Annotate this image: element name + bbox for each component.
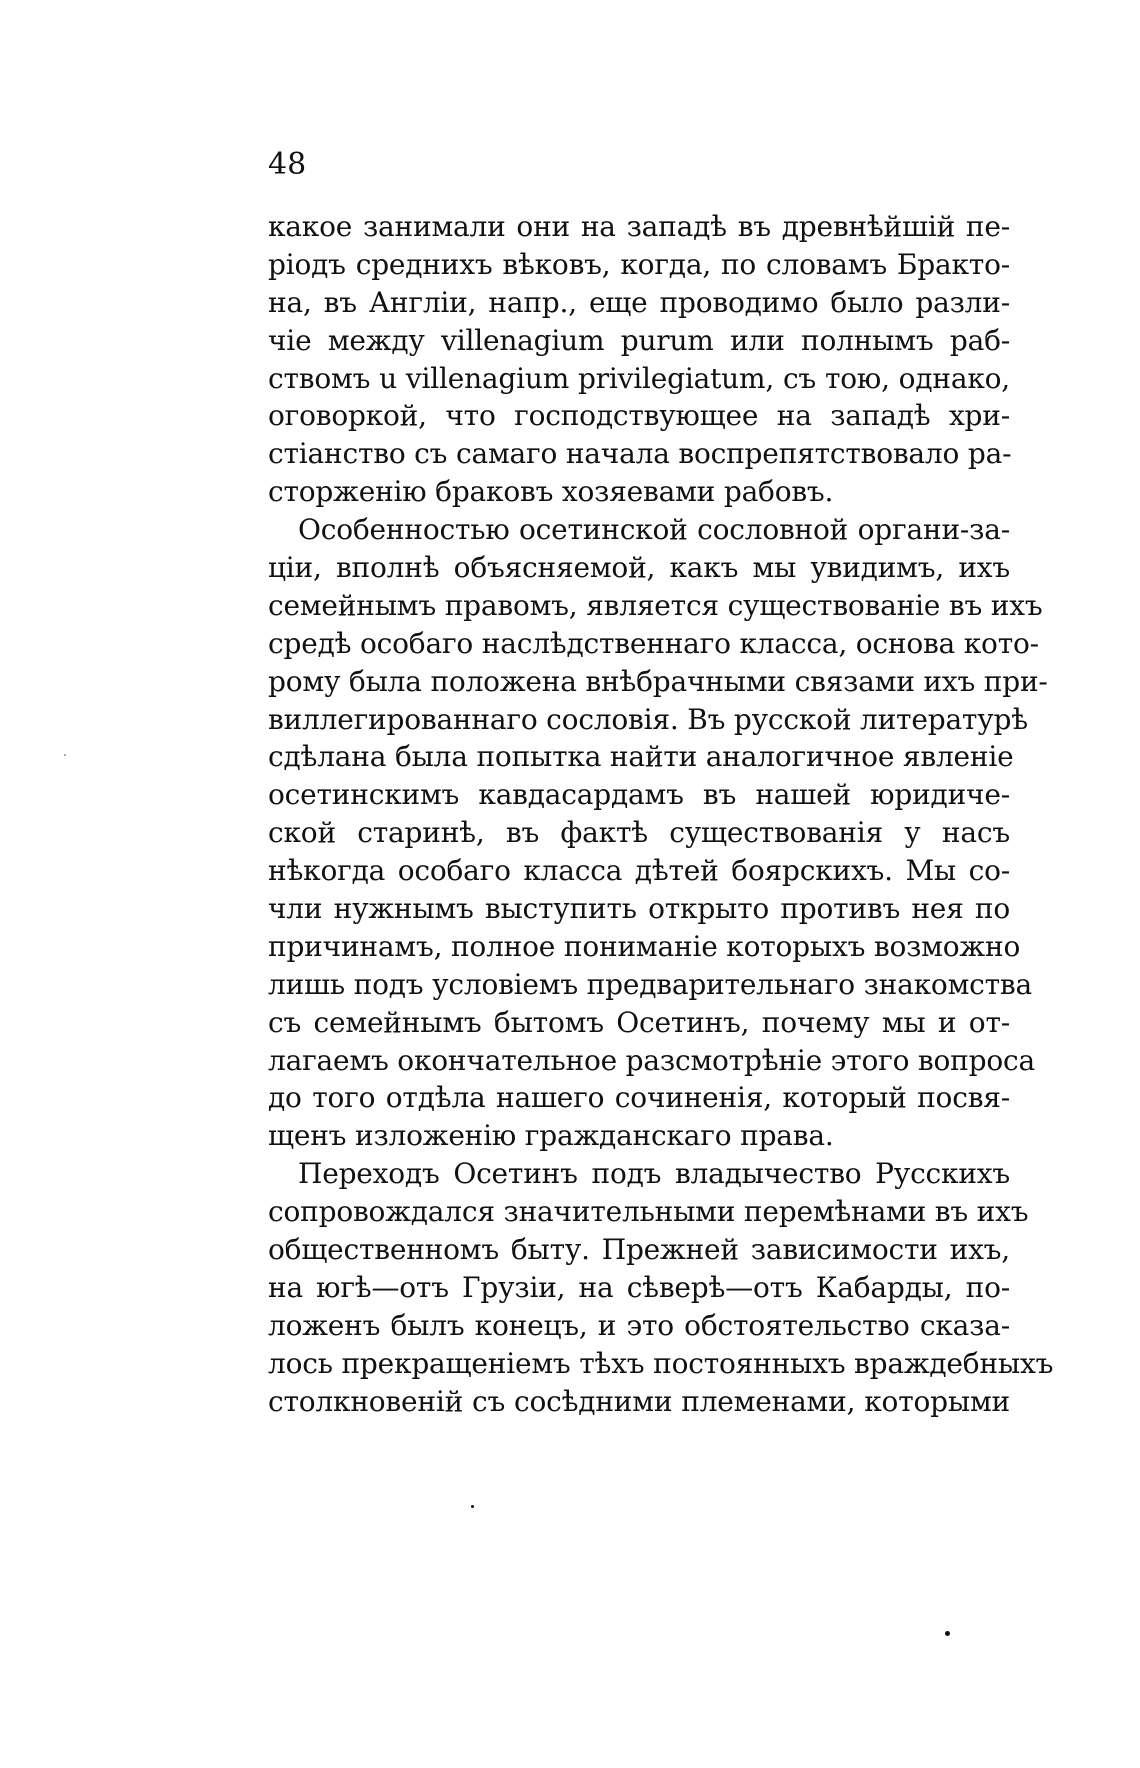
text-line: стіанство съ самаго начала воспрепятствовало ра-: [268, 437, 1012, 471]
text-line: какое занимали они на западѣ въ древнѣйшій пе-: [268, 210, 1010, 243]
text-line: ціи, вполнѣ объясняемой, какъ мы увидимъ, ихъ: [268, 551, 1010, 585]
paragraph-1: [268, 208, 1010, 511]
text-line: лось прекращеніемъ тѣхъ постоянныхъ враждебныхъ: [268, 1346, 1054, 1380]
text-line: щенъ изложенію гражданскаго права.: [268, 1119, 834, 1153]
text-line: средѣ особаго наслѣдственнаго класса, основа кото-: [268, 626, 1039, 660]
text-line: съ семейнымъ бытомъ Осетинъ, почему мы и от-: [268, 1005, 1010, 1039]
text-line: сторженію браковъ хозяевами рабовъ.: [268, 475, 834, 509]
text-line: лишь подъ условіемъ предварительнаго знакомства: [268, 967, 1032, 1001]
text-line: ложенъ былъ конецъ, и это обстоятельство сказа-: [268, 1308, 1010, 1342]
text-line: сдѣлана была попытка найти аналогичное явленіе: [268, 740, 1014, 774]
text-line: чіе между villenagium purum или полнымъ раб-: [268, 323, 1010, 357]
text-line: ской старинѣ, въ фактѣ существованія у насъ: [268, 816, 1010, 850]
text-line: Переходъ Осетинъ подъ владычество Русскихъ: [298, 1157, 1010, 1191]
text-line: на, въ Англіи, напр., еще проводимо было разли-: [268, 285, 1010, 319]
ink-speck: [64, 754, 66, 756]
text-line: общественномъ быту. Прежней зависимости ихъ,: [268, 1233, 1010, 1267]
text-line: причинамъ, полное пониманіе которыхъ возможно: [268, 929, 1021, 963]
paragraph-2: [268, 511, 1048, 1155]
ink-speck: [945, 1631, 950, 1636]
ink-speck: [471, 1505, 474, 1508]
text-line: ствомъ u villenagium privilegiatum, съ тою, однако,: [268, 361, 1010, 395]
text-line: рому была положена внѣбрачными связами ихъ при-: [268, 664, 1048, 698]
text-line: виллегированнаго сословія. Въ русской литературѣ: [268, 702, 1028, 736]
text-line: столкновеній съ сосѣдними племенами, которыми: [268, 1384, 1010, 1418]
text-line: ріодъ среднихъ вѣковъ, когда, по словамъ Бракто-: [268, 247, 1010, 281]
text-line: чли нужнымъ выступить открыто противъ нея по: [268, 892, 1010, 926]
paragraph-3: [268, 1155, 1054, 1420]
text-line: семейнымъ правомъ, является существованіе въ ихъ: [268, 588, 1043, 622]
text-line: лагаемъ окончательное разсмотрѣніе этого вопроса: [268, 1043, 1035, 1077]
text-line: до того отдѣла нашего сочиненія, который посвя-: [268, 1081, 1010, 1115]
body-text: [268, 208, 1054, 1421]
text-line: нѣкогда особаго класса дѣтей боярскихъ. Мы со-: [268, 854, 1010, 888]
text-line: осетинскимъ кавдасардамъ въ нашей юридиче-: [268, 778, 1010, 812]
text-line: Особенностью осетинской сословной органи-за-: [298, 513, 1010, 547]
page-number: 48: [268, 147, 307, 182]
text-line: оговоркой, что господствующее на западѣ хри-: [268, 399, 1010, 433]
text-line: на югѣ—отъ Грузіи, на сѣверѣ—отъ Кабарды, по-: [268, 1270, 1010, 1304]
text-line: сопровождался значительными перемѣнами въ ихъ: [268, 1195, 1029, 1229]
